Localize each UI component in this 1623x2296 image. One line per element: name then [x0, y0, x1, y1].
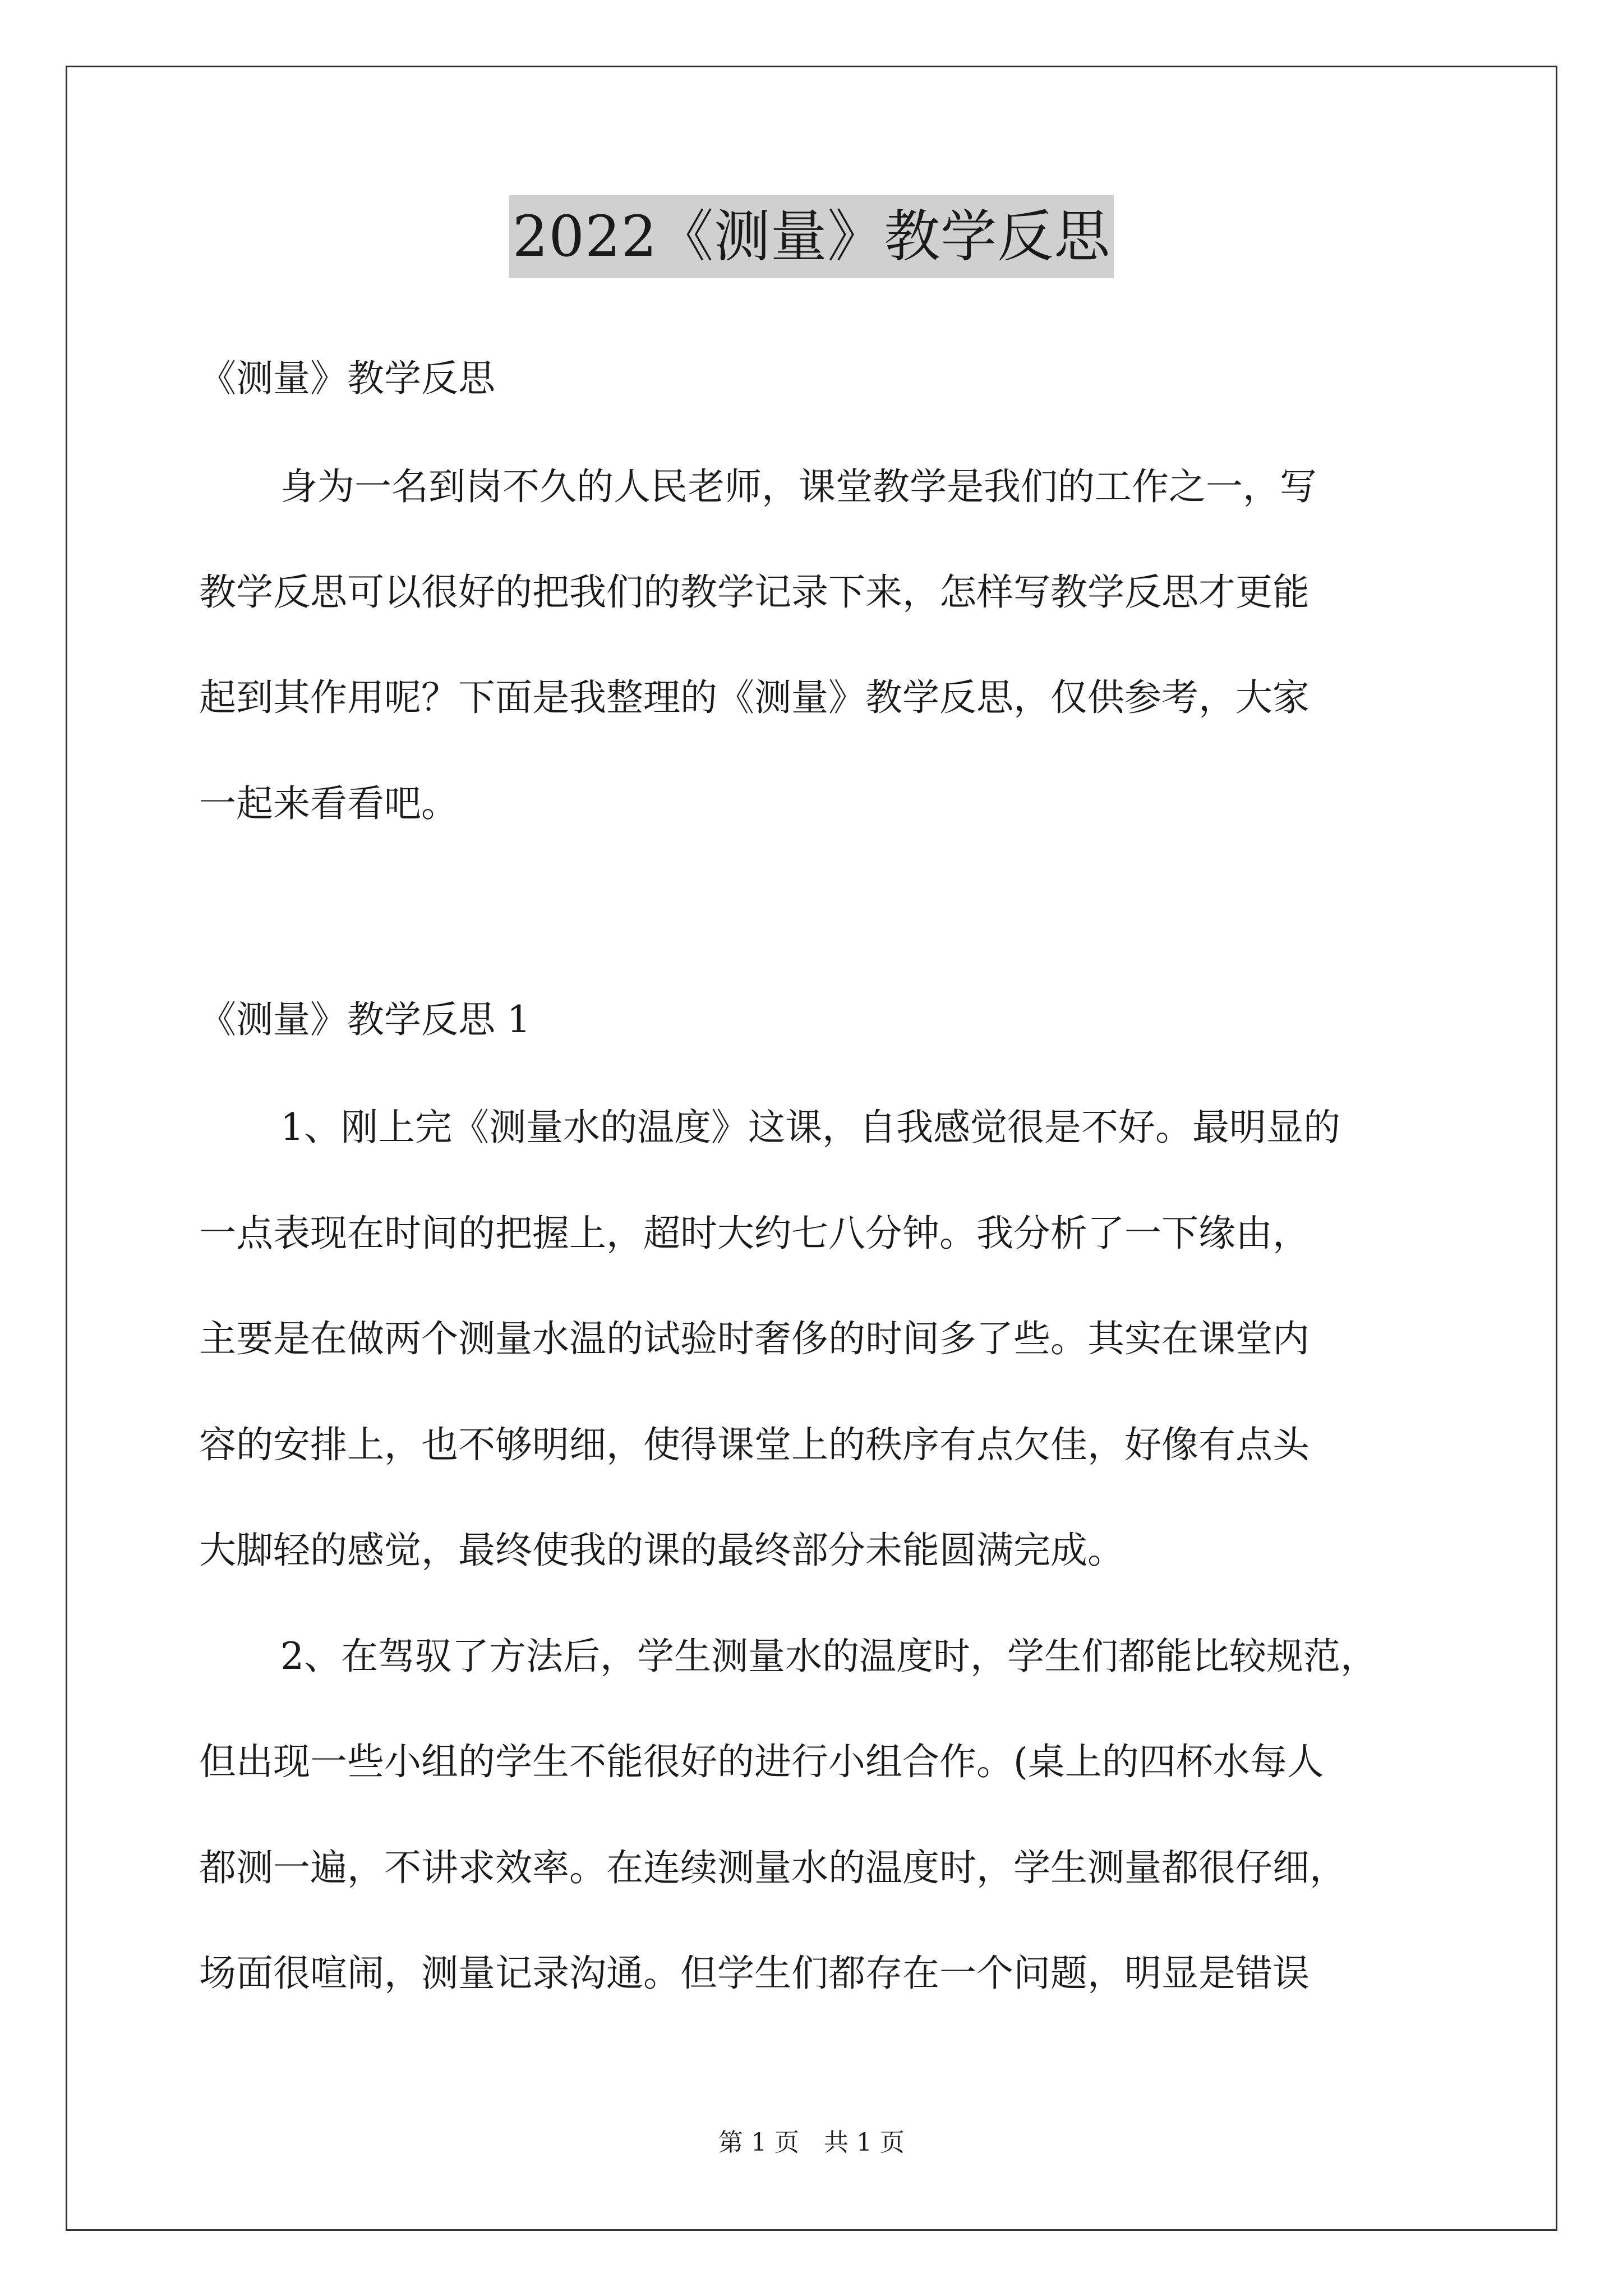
- paragraph-1-line: 容的安排上，也不够明细，使得课堂上的秩序有点欠佳，好像有点头: [199, 1423, 1310, 1466]
- intro-line: 身为一名到岗不久的人民老师，课堂教学是我们的工作之一，写: [280, 465, 1317, 508]
- intro-line: 一起来看看吧。: [199, 782, 458, 825]
- paragraph-1-line: 一点表现在时间的把握上，超时大约七八分钟。我分析了一下缘由，: [199, 1212, 1310, 1255]
- intro-heading: 《测量》教学反思: [199, 357, 495, 400]
- paragraph-1-line: 1、刚上完《测量水的温度》这课，自我感觉很是不好。最明显的: [280, 1106, 1340, 1149]
- paragraph-1-line: 大脚轻的感觉，最终使我的课的最终部分未能圆满完成。: [199, 1529, 1124, 1572]
- paragraph-2-line: 但出现一些小组的学生不能很好的进行小组合作。(桌上的四杯水每人: [199, 1740, 1324, 1783]
- paragraph-2-line: 2、在驾驭了方法后，学生测量水的温度时，学生们都能比较规范，: [280, 1635, 1377, 1678]
- title-container: [0, 195, 1623, 278]
- paragraph-2-line: 场面很喧闹，测量记录沟通。但学生们都存在一个问题，明显是错误: [199, 1952, 1310, 1995]
- intro-line: 教学反思可以很好的把我们的教学记录下来，怎样写教学反思才更能: [199, 570, 1310, 614]
- intro-line: 起到其作用呢？下面是我整理的《测量》教学反思，仅供参考，大家: [199, 676, 1310, 719]
- paragraph-2-line: 都测一遍，不讲求效率。在连续测量水的温度时，学生测量都很仔细，: [199, 1846, 1347, 1889]
- section-heading-1: 《测量》教学反思 1: [199, 998, 531, 1041]
- paragraph-1-line: 主要是在做两个测量水温的试验时奢侈的时间多了些。其实在课堂内: [199, 1317, 1310, 1360]
- document-title: 2022《测量》教学反思: [509, 195, 1114, 278]
- page-footer: 第 1 页 共 1 页: [718, 2128, 905, 2157]
